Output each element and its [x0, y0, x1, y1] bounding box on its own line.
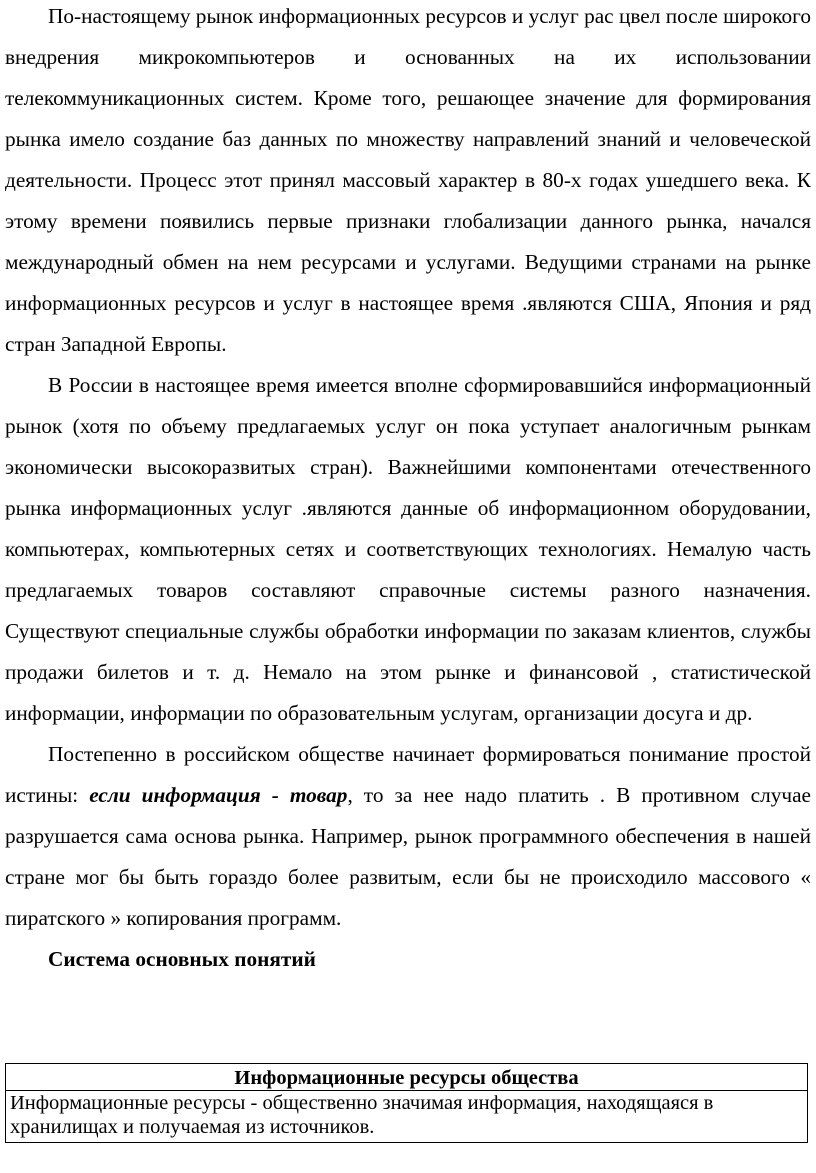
paragraph-text-start: Постепенно в российском обществе начинает формироваться понимание простой истины: — [5, 742, 811, 807]
paragraph-russia-market: В России в настоящее время имеется вполне сформировавшийся информационный рынок (хотя по объему предлагаемых услуг он пока уступает аналогичным рынкам экономически высокоразвитых стран). Важнейшими компонентами отечественного рынка информационных услуг .являются данные об информационном оборудовании, компьютерах, компьютерных сетях и соответствующих технологиях. Немалую часть предлагаемых товаров составляют справочные системы разного назначения. Существуют специальные службы обработки информации по заказам клиентов, службы продажи билетов и т. д. Немало на этом рынке и финансовой , статистической информации, информации по образовательным услугам, организации досуга и др. — [5, 373, 811, 725]
table-header-cell: Информационные ресурсы общества — [6, 1064, 808, 1091]
paragraph-market-history: По-настоящему рынок информационных ресурсов и услуг рас цвел после широкого внедрения микрокомпьютеров и основанных на их использовании телекоммуникационных систем. Кроме того, решающее значение для формирования рынка имело создание баз данных по множеству направлений знаний и человеческой деятельности. Процесс этот принял массовый характер в 80-х годах ушедшего века. К этому времени появились первые признаки глобализации данного рынка, начался международный обмен на нем ресурсами и услугами. Ведущими странами на рынке информационных ресурсов и услуг в настоящее время .являются США, Япония и ряд стран Западной Европы. — [5, 4, 811, 356]
emphasis-text: если информация - товар — [89, 783, 348, 807]
table-row — [6, 1091, 808, 1143]
paragraph-text-end: , то за нее надо платить . В противном случае разрушается сама основа рынка. Например, рынок программного обеспечения в нашей стране мог бы быть гораздо более развитым, если бы не происходило массового « пиратского » копирования программ. — [5, 783, 811, 930]
section-heading: Система основных понятий — [48, 947, 316, 971]
table-header-row — [6, 1064, 808, 1091]
table-definition-cell: Информационные ресурсы - общественно значимая информация, находящаяся в хранилищах и получаемая из источников. — [6, 1091, 808, 1143]
paragraph-information-as-goods — [5, 734, 811, 939]
definition-table — [5, 1063, 808, 1143]
document-page — [5, 0, 811, 980]
